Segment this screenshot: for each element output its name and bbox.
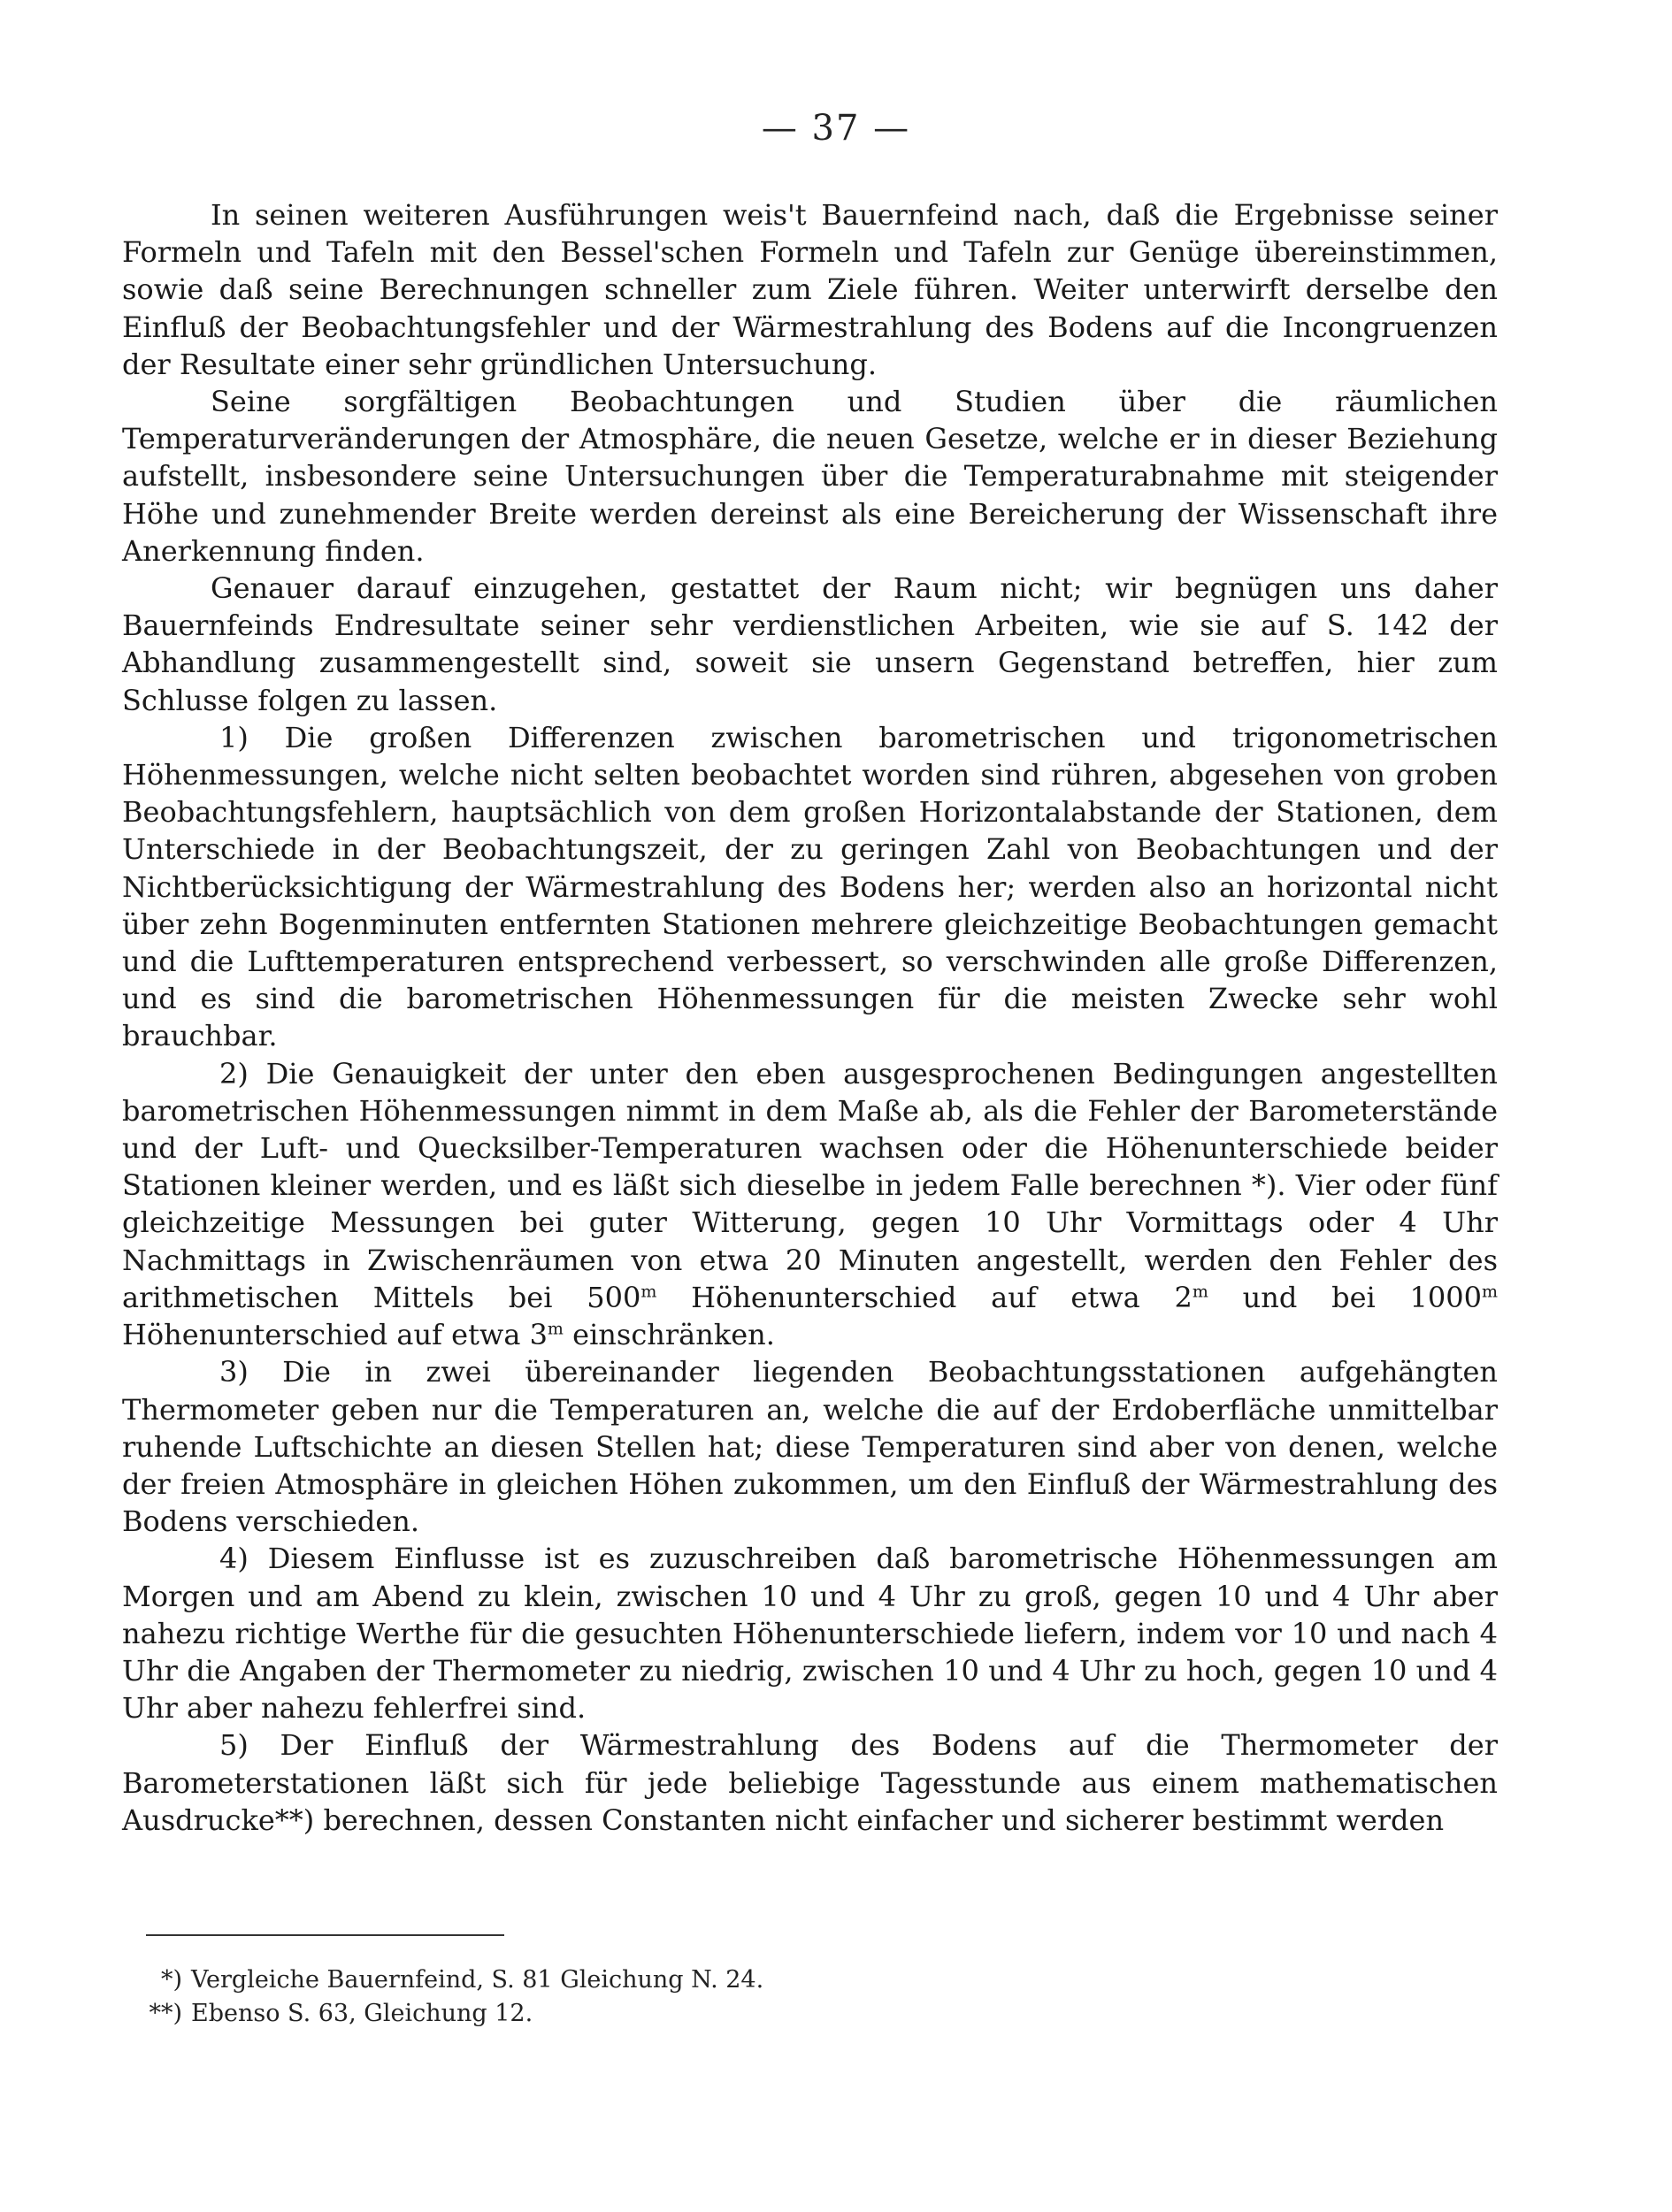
paragraph-summary-intro: Genauer darauf einzugehen, gestattet der Raum nicht; wir begnügen uns daher Bauernfeinds Endresultate seiner sehr verdienstlichen Arbeiten, wie sie auf S. 142 der Abhandlung zusammengestellt sind, soweit sie unsern Gegenstand betreffen, hier zum Schlusse folgen zu lassen. xyxy=(122,571,1498,717)
paragraph-observations: Seine sorgfältigen Beobachtungen und Studien über die räumlichen Temperaturveränderungen der Atmosphäre, die neuen Gesetze, welche er in dieser Beziehung aufstellt, insbesondere seine Untersuchungen über die Temperaturabnahme mit steigender Höhe und zunehmender Breite werden dereinst als eine Bereicherung der Wissenschaft ihre Anerkennung finden. xyxy=(122,385,1498,568)
meter-unit: m xyxy=(640,1282,657,1302)
page-number: — 37 — xyxy=(761,108,911,149)
result-item-2 xyxy=(122,1055,1498,1354)
paragraph-intro: In seinen weiteren Ausführungen weis't Bauernfeind nach, daß die Ergebnisse seiner Formeln und Tafeln mit den Bessel'schen Formeln und Tafeln zur Genüge übereinstimmen, sowie daß seine Berechnungen schneller zum Ziele führen. Weiter unterwirft derselbe den Einfluß der Beobachtungsfehler und der Wärmestrahlung des Bodens auf die Incongruenzen der Resultate einer sehr gründlichen Untersuchung. xyxy=(122,198,1498,381)
result-item-4: 4) Diesem Einflusse ist es zuzuschreiben daß barometrische Höhenmessungen am Morgen und am Abend zu klein, zwischen 10 und 4 Uhr zu groß, gegen 10 und 4 Uhr aber nahezu richtige Werthe für die gesuchten Höhenunterschiede liefern, indem vor 10 und nach 4 Uhr die Angaben der Thermometer zu niedrig, zwischen 10 und 4 Uhr zu hoch, gegen 10 und 4 Uhr aber nahezu fehlerfrei sind. xyxy=(122,1542,1498,1726)
meter-unit: m xyxy=(1192,1282,1208,1302)
meter-unit: m xyxy=(1481,1282,1499,1302)
body-text xyxy=(122,196,1498,1839)
footnote-mark: **) xyxy=(149,2000,182,2027)
footnotes xyxy=(131,1963,1193,2031)
result-item-2-text-a: 2) Die Genauigkeit der unter den eben ausgesprochenen Bedingungen angestellten barometrischen Höhenmessungen nimmt in dem Maße ab, als die Fehler der Barometerstände und der Luft- und Quecksilber-Temperaturen wachsen oder die Höhenunterschiede beider Stationen kleiner werden, und es läßt sich dieselbe in jedem Falle berechnen *). Vier oder fünf gleichzeitige Messungen bei guter Witterung, gegen 10 Uhr Vormittags oder 4 Uhr Nachmittags in Zwischenräumen von etwa 20 Minuten angestellt, werden den Fehler des arithmetischen Mittels bei 500 xyxy=(122,1056,1498,1314)
result-item-5: 5) Der Einfluß der Wärmestrahlung des Bodens auf die Thermometer der Barometerstationen läßt sich für jede beliebige Tagesstunde aus einem mathematischen Ausdrucke**) berechnen, dessen Constanten nicht einfacher und sicherer bestimmt werden xyxy=(122,1728,1498,1837)
result-item-2-text-c: und bei 1000 xyxy=(1208,1280,1482,1314)
result-item-3: 3) Die in zwei übereinander liegenden Beobachtungsstationen aufgehängten Thermometer geben nur die Temperaturen an, welche die auf der Erdoberfläche unmittelbar ruhende Luftschichte an diesen Stellen hat; diese Temperaturen sind aber von denen, welche der freien Atmosphäre in gleichen Höhen zukommen, um den Einfluß der Wärmestrahlung des Bodens verschieden. xyxy=(122,1355,1498,1539)
footnote-text: Ebenso S. 63, Gleichung 12. xyxy=(191,2000,533,2027)
result-item-2-text-b: Höhenunterschied auf etwa 2 xyxy=(656,1280,1193,1314)
footnote-mark: *) xyxy=(160,1966,182,1994)
footnote-text: Vergleiche Bauernfeind, S. 81 Gleichung N. 24. xyxy=(191,1966,764,1994)
result-item-2-text-d: Höhenunterschied auf etwa 3 xyxy=(122,1318,548,1352)
meter-unit: m xyxy=(547,1319,564,1339)
result-item-1: 1) Die großen Differenzen zwischen barometrischen und trigonometrischen Höhenmessungen, welche nicht selten beobachtet worden sind rühren, abgesehen von groben Beobachtungsfehlern, hauptsächlich von dem großen Horizontalabstande der Stationen, dem Unterschiede in der Beobachtungszeit, der zu geringen Zahl von Beobachtungen und der Nichtberücksichtigung der Wärmestrahlung des Bodens her; werden also an horizontal nicht über zehn Bogenminuten entfernten Stationen mehrere gleichzeitige Beobachtungen gemacht und die Lufttemperaturen entsprechend verbessert, so verschwinden alle große Differenzen, und es sind die barometrischen Höhenmessungen für die meisten Zwecke sehr wohl brauchbar. xyxy=(122,720,1498,1053)
footnote-1 xyxy=(131,1963,1193,1997)
footnote-divider xyxy=(146,1934,504,1936)
result-item-2-text-e: einschränken. xyxy=(563,1318,775,1352)
footnote-2 xyxy=(131,1997,1193,2031)
